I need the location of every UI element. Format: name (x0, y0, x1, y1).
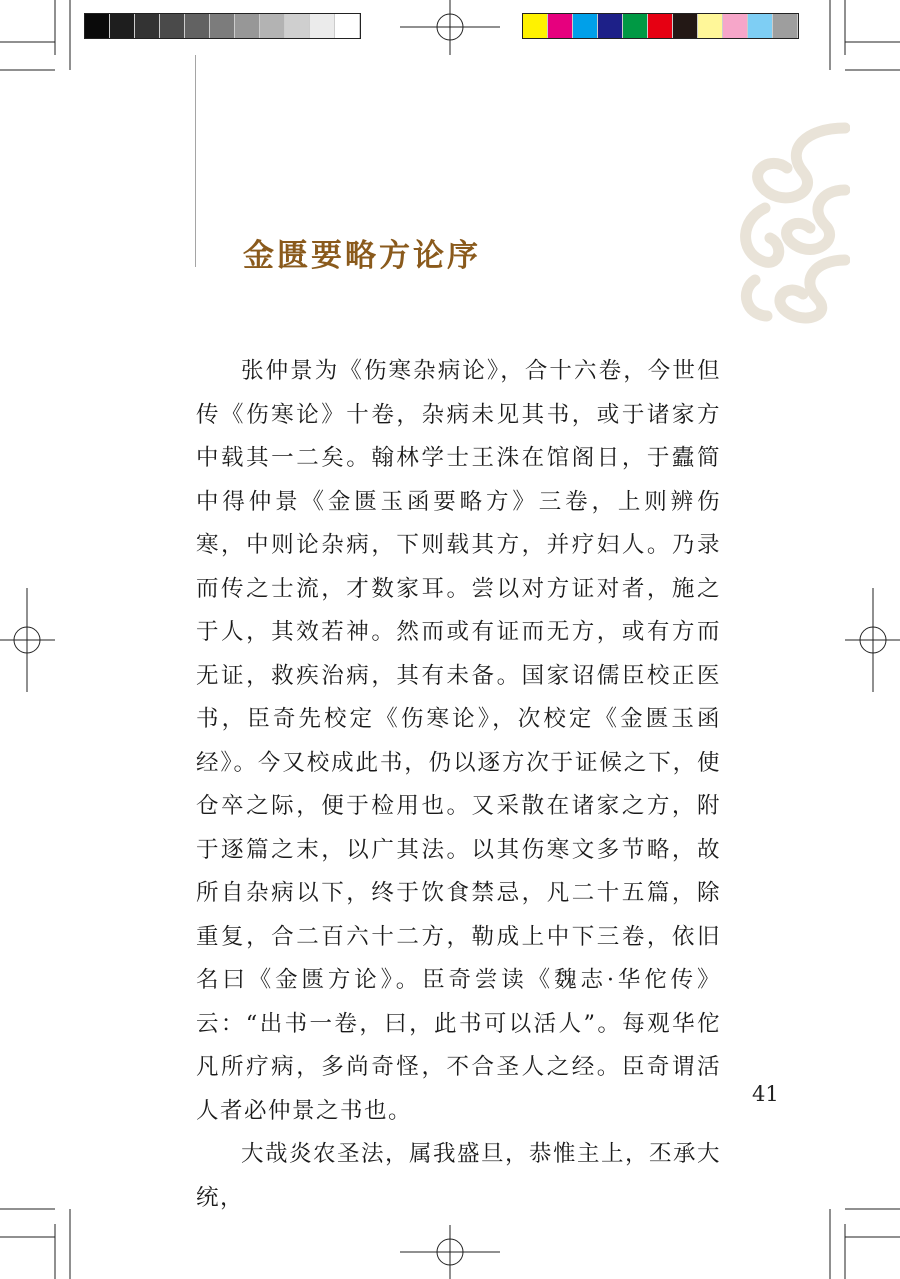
color-swatch (160, 14, 185, 38)
page-number: 41 (752, 1082, 779, 1106)
color-swatch (235, 14, 260, 38)
color-swatch (698, 14, 723, 38)
process-color-bar (522, 13, 799, 39)
color-swatch (310, 14, 335, 38)
color-swatch (548, 14, 573, 38)
color-swatch (623, 14, 648, 38)
color-swatch (523, 14, 548, 38)
color-swatch (135, 14, 160, 38)
page-title: 金匮要略方论序 (243, 238, 481, 274)
color-swatch (185, 14, 210, 38)
color-swatch (723, 14, 748, 38)
preface-body (196, 350, 721, 1220)
grayscale-color-bar (84, 13, 361, 39)
color-swatch (210, 14, 235, 38)
color-swatch (110, 14, 135, 38)
color-swatch (648, 14, 673, 38)
color-swatch (573, 14, 598, 38)
paragraph: 大哉炎农圣法，属我盛旦，恭惟主上，丕承大统， (196, 1141, 722, 1211)
cloud-scroll-ornament-icon (725, 120, 850, 325)
color-swatch (285, 14, 310, 38)
color-swatch (673, 14, 698, 38)
color-swatch (598, 14, 623, 38)
color-swatch (773, 14, 798, 38)
color-swatch (85, 14, 110, 38)
color-swatch (260, 14, 285, 38)
color-swatch (335, 14, 360, 38)
paragraph: 张仲景为《伤寒杂病论》，合十六卷，今世但传《伤寒论》十卷，杂病未见其书，或于诸家方中载其一二矣。翰林学士王洙在馆阁日，于蠹简中得仲景《金匮玉函要略方》三卷，上则辨伤寒，中则论杂病，下则载其方，并疗妇人。乃录而传之士流，才数家耳。尝以对方证对者，施之于人，其效若神。然而或有证而无方，或有方而无证，救疾治病，其有未备。国家诏儒臣校正医书，臣奇先校定《伤寒论》，次校定《金匮玉函经》。今又校成此书，仍以逐方次于证候之下，使仓卒之际，便于检用也。又采散在诸家之方，附于逐篇之末，以广其法。以其伤寒文多节略，故所自杂病以下，终于饮食禁忌，凡二十五篇，除重复，合二百六十二方，勒成上中下三卷，依旧名曰《金匮方论》。臣奇尝读《魏志·华佗传》云：“出书一卷，曰，此书可以活人”。每观华佗凡所疗病，多尚奇怪，不合圣人之经。臣奇谓活人者必仲景之书也。 (196, 358, 721, 1124)
color-swatch (748, 14, 773, 38)
vertical-rule (195, 55, 196, 267)
